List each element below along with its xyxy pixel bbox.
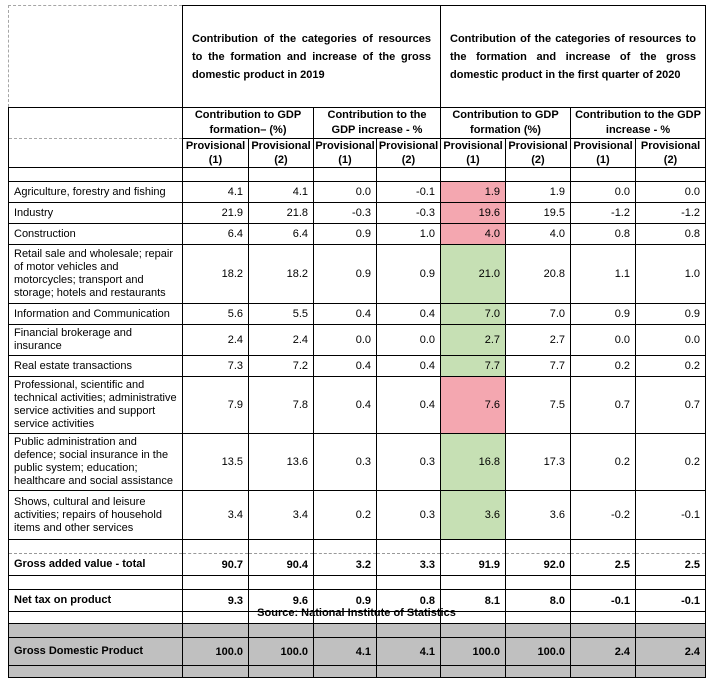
value-cell: 0.8: [636, 224, 706, 245]
value-cell: 21.9: [183, 203, 249, 224]
value-cell-highlighted: 7.6: [441, 377, 506, 434]
value-cell: 1.1: [571, 245, 636, 304]
value-cell: -0.1: [636, 491, 706, 540]
value-cell: 17.3: [506, 434, 571, 491]
value-cell: -1.2: [636, 203, 706, 224]
value-cell: 0.9: [314, 590, 377, 612]
corner-cell: [9, 139, 183, 168]
subheader-provisional-2: Provisional (2): [377, 139, 441, 168]
row-label-cell: Retail sale and wholesale; repair of motor vehicles and motorcycles; transport and storage; hotels and restaurants: [9, 245, 183, 304]
value-cell: 0.2: [636, 356, 706, 377]
row-label-cell: Public administration and defence; social insurance in the public system; education; healthcare and social assistance: [9, 434, 183, 491]
value-cell: 0.4: [377, 356, 441, 377]
spacer-row-gray: [9, 624, 706, 638]
value-cell: -0.1: [377, 182, 441, 203]
value-cell: 9.6: [249, 590, 314, 612]
value-cell-highlighted: 16.8: [441, 434, 506, 491]
value-cell: 8.0: [506, 590, 571, 612]
value-cell: -1.2: [571, 203, 636, 224]
value-cell: 4.1: [314, 638, 377, 666]
value-cell: 7.7: [506, 356, 571, 377]
value-cell-highlighted: 2.7: [441, 325, 506, 356]
value-cell: 3.4: [249, 491, 314, 540]
value-cell: 0.0: [314, 325, 377, 356]
source-note: Source: National Institute of Statistics: [257, 607, 456, 619]
value-cell-highlighted: 7.7: [441, 356, 506, 377]
row-label-cell: Gross added value - total: [9, 554, 183, 576]
value-cell: 0.0: [377, 325, 441, 356]
value-cell: 3.6: [506, 491, 571, 540]
value-cell: 0.8: [571, 224, 636, 245]
value-cell: 2.4: [249, 325, 314, 356]
group-2020-increase: Contribution to the GDP increase - %: [571, 108, 706, 139]
value-cell: 20.8: [506, 245, 571, 304]
value-cell: 7.3: [183, 356, 249, 377]
value-cell: 0.0: [571, 182, 636, 203]
spacer-row: [9, 168, 706, 182]
value-cell: -0.3: [314, 203, 377, 224]
value-cell: 7.9: [183, 377, 249, 434]
spacer-row-gray: [9, 666, 706, 678]
value-cell: 21.8: [249, 203, 314, 224]
value-cell: 8.1: [441, 590, 506, 612]
value-cell: 0.3: [314, 434, 377, 491]
value-cell: 4.1: [183, 182, 249, 203]
corner-cell: [9, 108, 183, 139]
value-cell: 2.4: [571, 638, 636, 666]
value-cell: 7.8: [249, 377, 314, 434]
row-label-cell: Professional, scientific and technical activities; administrative service activities and support service activities: [9, 377, 183, 434]
column-group-row: [9, 108, 706, 139]
value-cell: 0.3: [377, 434, 441, 491]
value-cell: 0.7: [571, 377, 636, 434]
value-cell: 13.6: [249, 434, 314, 491]
value-cell: 7.5: [506, 377, 571, 434]
value-cell: 13.5: [183, 434, 249, 491]
value-cell: 90.7: [183, 554, 249, 576]
value-cell: 0.4: [377, 377, 441, 434]
value-cell-highlighted: 7.0: [441, 304, 506, 325]
value-cell: 0.3: [377, 491, 441, 540]
value-cell: 0.4: [377, 304, 441, 325]
value-cell: 0.2: [636, 434, 706, 491]
value-cell: 1.9: [506, 182, 571, 203]
value-cell: 0.2: [571, 356, 636, 377]
value-cell: -0.3: [377, 203, 441, 224]
row-label-cell: Agriculture, forestry and fishing: [9, 182, 183, 203]
subheader-row: [9, 139, 706, 168]
value-cell: 6.4: [183, 224, 249, 245]
value-cell: 0.9: [314, 224, 377, 245]
row-label-cell: Industry: [9, 203, 183, 224]
spacer-row: [9, 540, 706, 554]
value-cell: 0.2: [314, 491, 377, 540]
value-cell: 5.5: [249, 304, 314, 325]
value-cell: 100.0: [506, 638, 571, 666]
value-cell: 92.0: [506, 554, 571, 576]
value-cell: 3.4: [183, 491, 249, 540]
value-cell: 6.4: [249, 224, 314, 245]
gdp-contribution-table: [8, 5, 706, 678]
value-cell: -0.1: [571, 590, 636, 612]
data-row: [9, 245, 706, 304]
row-label-cell: Gross Domestic Product: [9, 638, 183, 666]
value-cell: 0.8: [377, 590, 441, 612]
row-label-cell: Financial brokerage and insurance: [9, 325, 183, 356]
value-cell: 7.2: [249, 356, 314, 377]
value-cell: 91.9: [441, 554, 506, 576]
value-cell: 90.4: [249, 554, 314, 576]
value-cell: 0.9: [377, 245, 441, 304]
value-cell: 100.0: [441, 638, 506, 666]
value-cell: 3.2: [314, 554, 377, 576]
value-cell: 4.1: [249, 182, 314, 203]
data-row: [9, 434, 706, 491]
subheader-provisional-1: Provisional (1): [183, 139, 249, 168]
data-row: [9, 356, 706, 377]
value-cell: 2.5: [571, 554, 636, 576]
data-row: [9, 377, 706, 434]
subheader-provisional-1: Provisional (1): [441, 139, 506, 168]
row-label-cell: Information and Communication: [9, 304, 183, 325]
value-cell: 0.4: [314, 356, 377, 377]
group-2019-increase: Contribution to the GDP increase - %: [314, 108, 441, 139]
total-row-gdp: [9, 638, 706, 666]
spacer-row: [9, 576, 706, 590]
subheader-provisional-1: Provisional (1): [571, 139, 636, 168]
value-cell: 19.5: [506, 203, 571, 224]
value-cell-highlighted: 19.6: [441, 203, 506, 224]
value-cell: 0.4: [314, 377, 377, 434]
data-row: [9, 182, 706, 203]
data-row: [9, 491, 706, 540]
value-cell: 100.0: [249, 638, 314, 666]
value-cell: 0.4: [314, 304, 377, 325]
table-title-2019: Contribution of the categories of resources to the formation and increase of the gross domestic product in 2019: [183, 6, 441, 108]
value-cell: 2.7: [506, 325, 571, 356]
data-row: [9, 224, 706, 245]
value-cell: 0.7: [636, 377, 706, 434]
title-row: [9, 6, 706, 108]
value-cell: 3.3: [377, 554, 441, 576]
value-cell: 0.0: [571, 325, 636, 356]
value-cell: -0.2: [571, 491, 636, 540]
value-cell: -0.1: [636, 590, 706, 612]
value-cell: 0.0: [636, 325, 706, 356]
value-cell: 0.0: [636, 182, 706, 203]
row-label-cell: Shows, cultural and leisure activities; repairs of household items and other services: [9, 491, 183, 540]
value-cell-highlighted: 1.9: [441, 182, 506, 203]
value-cell-highlighted: 21.0: [441, 245, 506, 304]
subheader-provisional-1: Provisional (1): [315, 140, 375, 166]
value-cell: 2.5: [636, 554, 706, 576]
value-cell: 18.2: [183, 245, 249, 304]
data-row: [9, 304, 706, 325]
value-cell: 9.3: [183, 590, 249, 612]
value-cell: 0.9: [314, 245, 377, 304]
value-cell: 100.0: [183, 638, 249, 666]
value-cell: 1.0: [377, 224, 441, 245]
value-cell: 18.2: [249, 245, 314, 304]
group-2019-formation: Contribution to GDP formation– (%): [183, 108, 314, 139]
group-2020-formation: Contribution to GDP formation (%): [441, 108, 571, 139]
corner-cell: [9, 6, 183, 108]
row-label-cell: Net tax on product: [9, 590, 183, 612]
value-cell-highlighted: 4.0: [441, 224, 506, 245]
value-cell: 7.0: [506, 304, 571, 325]
subheader-provisional-2: Provisional (2): [636, 139, 706, 168]
value-cell: 0.9: [636, 304, 706, 325]
data-row: [9, 203, 706, 224]
value-cell: 4.1: [377, 638, 441, 666]
row-label-cell: Construction: [9, 224, 183, 245]
subheader-provisional-2: Provisional (2): [506, 139, 571, 168]
value-cell: 1.0: [636, 245, 706, 304]
value-cell: 0.2: [571, 434, 636, 491]
total-row-gross-added-value: [9, 554, 706, 576]
value-cell: 0.9: [571, 304, 636, 325]
value-cell: 2.4: [636, 638, 706, 666]
subheader-provisional-2: Provisional (2): [249, 139, 314, 168]
data-row: [9, 325, 706, 356]
value-cell: 5.6: [183, 304, 249, 325]
row-label-cell: Real estate transactions: [9, 356, 183, 377]
value-cell: 2.4: [183, 325, 249, 356]
value-cell-highlighted: 3.6: [441, 491, 506, 540]
value-cell: 0.0: [314, 182, 377, 203]
table-title-2020: Contribution of the categories of resources to the formation and increase of the gross domestic product in the first quarter of 2020: [441, 6, 706, 108]
value-cell: 4.0: [506, 224, 571, 245]
